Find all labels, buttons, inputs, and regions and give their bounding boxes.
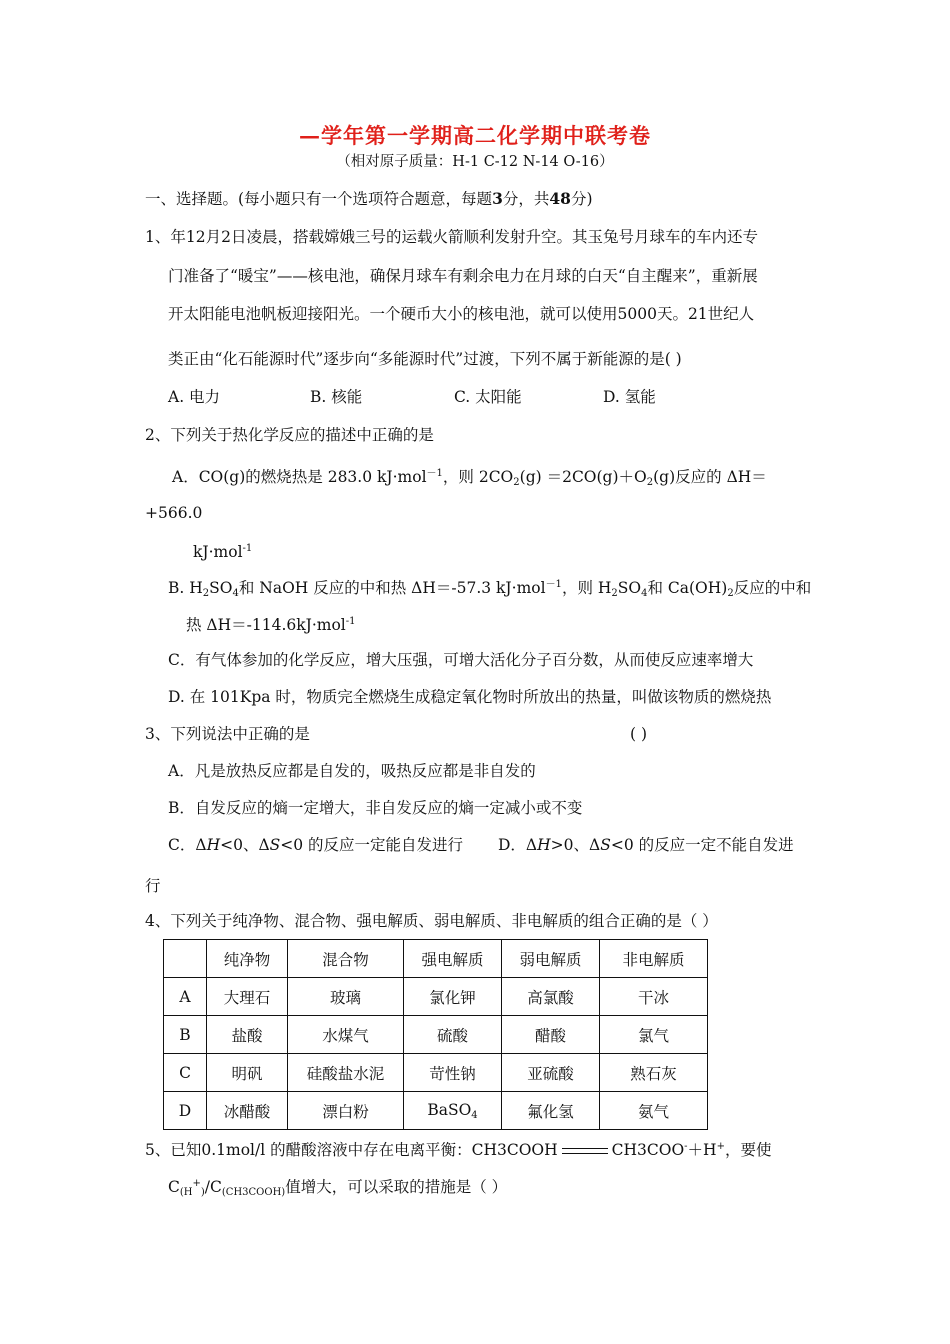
table-cell: 弱电解质 bbox=[502, 940, 600, 978]
table-cell: 水煤气 bbox=[288, 1016, 404, 1054]
table-cell: D bbox=[164, 1092, 207, 1130]
q1-option-a: A. 电力 bbox=[168, 388, 221, 406]
exam-title: —学年第一学期高二化学期中联考卷 bbox=[299, 123, 651, 148]
q5-line1: 5、已知0.1mol/l 的醋酸溶液中存在电离平衡：CH3COOH CH3COO-＋H+，要使 bbox=[145, 1141, 772, 1159]
equilibrium-arrow-icon bbox=[562, 1146, 608, 1156]
table-cell: 氨气 bbox=[600, 1092, 708, 1130]
table-cell: 非电解质 bbox=[600, 940, 708, 978]
table-cell: 熟石灰 bbox=[600, 1054, 708, 1092]
table-cell: B bbox=[164, 1016, 207, 1054]
table-cell: BaSO$_4$ bbox=[404, 1092, 502, 1130]
table-cell: 强电解质 bbox=[404, 940, 502, 978]
q1-option-b: B. 核能 bbox=[310, 388, 363, 406]
q2-option-c: C．有气体参加的化学反应，增大压强，可增大活化分子百分数，从而使反应速率增大 bbox=[168, 651, 754, 669]
table-cell: 明矾 bbox=[207, 1054, 288, 1092]
table-cell: 氟化氢 bbox=[502, 1092, 600, 1130]
table-cell: 氯化钾 bbox=[404, 978, 502, 1016]
q3-option-a: A．凡是放热反应都是自发的，吸热反应都是非自发的 bbox=[168, 762, 536, 780]
q1-option-d: D. 氢能 bbox=[603, 388, 656, 406]
table-row bbox=[164, 1092, 708, 1130]
q3-option-b: B．自发反应的熵一定增大，非自发反应的熵一定减小或不变 bbox=[168, 799, 583, 817]
table-cell: 大理石 bbox=[207, 978, 288, 1016]
q3-option-c: C．ΔH<0、ΔS<0 的反应一定能自发进行 bbox=[168, 836, 464, 854]
q1-line4: 类正由“化石能源时代”逐步向“多能源时代”过渡，下列不属于新能源的是( ) bbox=[168, 350, 682, 368]
q2-option-d: D. 在 101Kpa 时，物质完全燃烧生成稳定氧化物时所放出的热量，叫做该物质的燃烧热 bbox=[168, 688, 772, 706]
q5-line2: $C_{(H}^+_)/C_{(CH3COOH)}$值增大，可以采取的措施是（ ） bbox=[168, 1178, 508, 1198]
q4-table bbox=[163, 939, 708, 1130]
table-cell: 纯净物 bbox=[207, 940, 288, 978]
table-row bbox=[164, 1016, 708, 1054]
q1-line3: 开太阳能电池帆板迎接阳光。一个硬币大小的核电池，就可以使用5000天。21世纪人 bbox=[168, 305, 755, 323]
table-cell: 冰醋酸 bbox=[207, 1092, 288, 1130]
q3-option-d-wrap: 行 bbox=[145, 877, 161, 895]
q2-option-b: B. $H_2SO_4$和 NaOH 反应的中和热 ΔH＝-57.3 kJ·mol$^{-1}$，则 $H_2SO_4$和 $Ca(OH)_2$反应的中和 bbox=[168, 579, 812, 599]
q2-option-a-unit: kJ·mol$^{-1}$ bbox=[193, 543, 253, 561]
table-cell: 玻璃 bbox=[288, 978, 404, 1016]
table-cell: 醋酸 bbox=[502, 1016, 600, 1054]
table-cell: 硅酸盐水泥 bbox=[288, 1054, 404, 1092]
q2-option-b-cont: 热 ΔH＝-114.6kJ·mol$^{-1}$ bbox=[186, 616, 356, 634]
table-cell: 高氯酸 bbox=[502, 978, 600, 1016]
q1-line2: 门准备了“暖宝”——核电池，确保月球车有剩余电力在月球的白天“自主醒来”，重新展 bbox=[168, 267, 758, 285]
table-cell: 盐酸 bbox=[207, 1016, 288, 1054]
table-row bbox=[164, 978, 708, 1016]
q4-stem: 4、下列关于纯净物、混合物、强电解质、弱电解质、非电解质的组合正确的是（ ） bbox=[145, 912, 718, 930]
table-cell: 干冰 bbox=[600, 978, 708, 1016]
table-cell: 漂白粉 bbox=[288, 1092, 404, 1130]
table-cell: C bbox=[164, 1054, 207, 1092]
q1-option-c: C. 太阳能 bbox=[454, 388, 522, 406]
q3-stem: 3、下列说法中正确的是 bbox=[145, 725, 310, 743]
table-cell bbox=[164, 940, 207, 978]
q2-stem: 2、下列关于热化学反应的描述中正确的是 bbox=[145, 426, 434, 444]
table-cell: 硫酸 bbox=[404, 1016, 502, 1054]
q1-line1: 1、年12月2日凌晨，搭载嫦娥三号的运载火箭顺利发射升空。其玉兔号月球车的车内还专 bbox=[145, 228, 758, 246]
section-heading: 一、选择题。(每小题只有一个选项符合题意，每题3分，共48分) bbox=[145, 189, 593, 208]
q3-option-d: D．ΔH>0、ΔS<0 的反应一定不能自发进 bbox=[498, 836, 794, 854]
table-row bbox=[164, 1054, 708, 1092]
q3-answer-bracket: ( ) bbox=[630, 725, 648, 743]
table-cell: 亚硫酸 bbox=[502, 1054, 600, 1092]
atomic-mass-note: （相对原子质量：H-1 C-12 N-14 O-16） bbox=[336, 154, 614, 170]
table-cell: 混合物 bbox=[288, 940, 404, 978]
q2-option-a: A．CO(g)的燃烧热是 283.0 kJ·mol$^{-1}$，则 $2CO_2(g) =2CO(g)+O_2(g)$反应的 ΔH＝ bbox=[172, 468, 767, 488]
table-cell: A bbox=[164, 978, 207, 1016]
table-cell: 氯气 bbox=[600, 1016, 708, 1054]
table-cell: 苛性钠 bbox=[404, 1054, 502, 1092]
table-header-row bbox=[164, 940, 708, 978]
q2-option-a-value: +566.0 bbox=[145, 504, 203, 522]
